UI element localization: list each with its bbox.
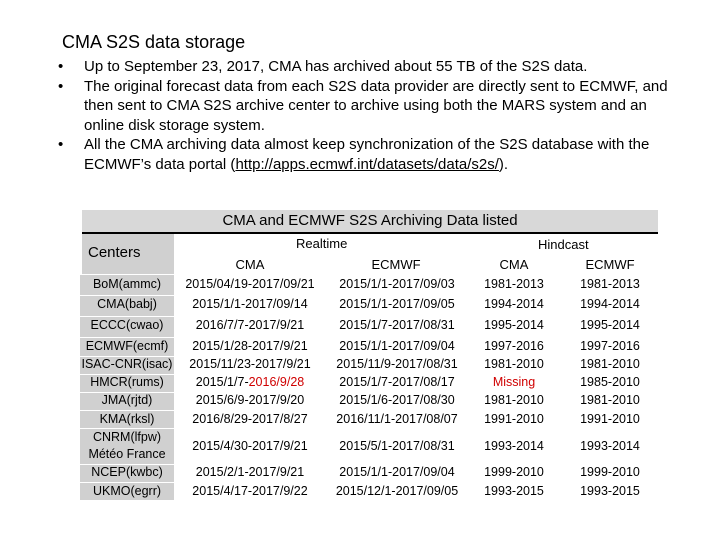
center-name: UKMO(egrr): [92, 484, 162, 498]
realtime-cma-end-highlight: 2016/9/28: [248, 375, 305, 389]
hindcast-ecmwf-cell: 1993-2015: [580, 484, 640, 498]
center-name: ECMWF(ecmf): [85, 339, 169, 353]
realtime-ecmwf-cell: 2015/11/9-2017/08/31: [336, 357, 458, 371]
bullet-list: [58, 57, 678, 174]
realtime-cma-cell: 2015/1/28-2017/9/21: [192, 339, 308, 353]
hindcast-ecmwf-cell: 1981-2010: [580, 357, 640, 371]
hindcast-ecmwf-cell: 1981-2013: [580, 277, 640, 291]
hindcast-ecmwf-cell: 1994-2014: [580, 297, 640, 311]
hindcast-cma-cell: 1981-2010: [484, 357, 544, 371]
header-realtime-cma: CMA: [235, 257, 265, 272]
header-realtime-ecmwf: ECMWF: [371, 257, 421, 272]
realtime-cma-cell: 2015/6/9-2017/9/20: [195, 393, 305, 407]
table-caption: CMA and ECMWF S2S Archiving Data listed: [82, 210, 658, 234]
bullet-item: • Up to September 23, 2017, CMA has archived about 55 TB of the S2S data.: [58, 57, 678, 77]
realtime-ecmwf-cell: 2015/12/1-2017/09/05: [335, 484, 459, 498]
realtime-cma-cell: 2015/04/19-2017/09/21: [185, 277, 315, 291]
hindcast-cma-missing: Missing: [492, 375, 536, 389]
center-name: NCEP(kwbc): [91, 465, 163, 479]
header-hindcast: Hindcast: [538, 237, 589, 252]
realtime-cma-cell: 2015/11/23-2017/9/21: [189, 357, 311, 371]
hindcast-cma-cell: 1993-2015: [484, 484, 544, 498]
realtime-ecmwf-cell: 2016/11/1-2017/08/07: [336, 412, 458, 426]
bullet-item: • The original forecast data from each S2S data provider are directly sent to ECMWF, and then sent to CMA S2S archive center to archive using both the MARS system and an online disk storage system.: [58, 77, 678, 136]
realtime-cma-cell: 2015/4/17-2017/9/22: [192, 484, 308, 498]
realtime-cma-cell: 2015/1/1-2017/09/14: [192, 297, 308, 311]
center-name: HMCR(rums): [90, 375, 164, 389]
realtime-ecmwf-cell: 2015/1/1-2017/09/04: [339, 339, 455, 353]
ecmwf-portal-link[interactable]: http://apps.ecmwf.int/datasets/data/s2s/: [235, 155, 499, 173]
realtime-cma-cell: 2015/2/1-2017/9/21: [195, 465, 305, 479]
hindcast-cma-cell: 1981-2010: [484, 393, 544, 407]
bullet-item: [58, 135, 678, 174]
hindcast-cma-cell: 1999-2010: [484, 465, 544, 479]
hindcast-cma-cell: 1991-2010: [484, 412, 544, 426]
center-name: KMA(rksl): [99, 412, 155, 426]
hindcast-ecmwf-cell: 1995-2014: [580, 318, 640, 332]
header-hindcast-cma: CMA: [499, 257, 529, 272]
realtime-ecmwf-cell: 2015/1/6-2017/08/30: [339, 393, 455, 407]
realtime-ecmwf-cell: 2015/1/1-2017/09/04: [339, 465, 455, 479]
realtime-cma-cell: 2016/7/7-2017/9/21: [195, 318, 305, 332]
bullet-text: All the CMA archiving data almost keep synchronization of the S2S database with the ECMWF’s data portal (: [84, 136, 650, 173]
hindcast-ecmwf-cell: 1997-2016: [580, 339, 640, 353]
hindcast-ecmwf-cell: 1981-2010: [580, 393, 640, 407]
center-name: CMA(babj): [97, 297, 157, 311]
hindcast-ecmwf-cell: 1999-2010: [580, 465, 640, 479]
hindcast-ecmwf-cell: 1985-2010: [580, 375, 640, 389]
header-realtime: Realtime: [296, 236, 348, 251]
center-name: ISAC-CNR(isac): [81, 357, 173, 371]
hindcast-cma-cell: 1981-2013: [484, 277, 544, 291]
hindcast-ecmwf-cell: 1993-2014: [580, 439, 640, 453]
hindcast-cma-cell: 1997-2016: [484, 339, 544, 353]
realtime-cma-cell: [176, 375, 324, 389]
realtime-ecmwf-cell: 2015/1/7-2017/08/17: [339, 375, 455, 389]
realtime-ecmwf-cell: 2015/5/1-2017/08/31: [339, 439, 455, 453]
realtime-ecmwf-cell: 2015/1/1-2017/09/03: [339, 277, 455, 291]
realtime-cma-cell: 2015/4/30-2017/9/21: [192, 439, 308, 453]
realtime-ecmwf-cell: 2015/1/7-2017/08/31: [339, 318, 455, 332]
hindcast-cma-cell: 1994-2014: [484, 297, 544, 311]
header-hindcast-ecmwf: ECMWF: [585, 257, 635, 272]
center-name: JMA(rjtd): [101, 393, 153, 407]
center-name: CNRM(lfpw): [92, 430, 162, 444]
center-name: Météo France: [88, 447, 166, 461]
center-name: BoM(ammc): [92, 277, 162, 291]
bullet-text: ).: [498, 155, 509, 173]
hindcast-ecmwf-cell: 1991-2010: [580, 412, 640, 426]
header-centers: Centers: [88, 244, 141, 261]
hindcast-cma-cell: 1995-2014: [484, 318, 544, 332]
realtime-ecmwf-cell: 2015/1/1-2017/09/05: [339, 297, 455, 311]
slide-title: CMA S2S data storage: [62, 32, 246, 52]
realtime-cma-cell: 2016/8/29-2017/8/27: [192, 412, 308, 426]
center-name: ECCC(cwao): [90, 318, 164, 332]
realtime-cma-start: 2015/1/7-: [195, 375, 249, 389]
hindcast-cma-cell: 1993-2014: [484, 439, 544, 453]
